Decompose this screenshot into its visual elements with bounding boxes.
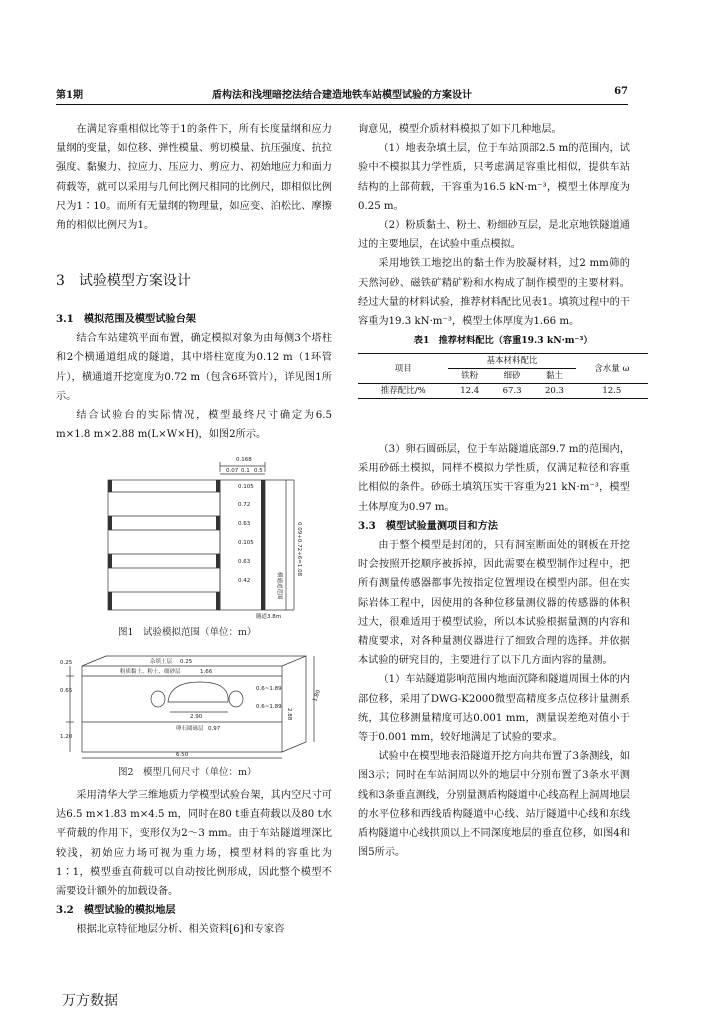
subsection-heading: 3.1 模拟范围及模型试验台架 <box>56 313 196 325</box>
paragraph: （1）地表杂填土层，位于车站顶部2.5 m的范围内，试验中不模拟其力学性质，只考虑满足容重比相似，提供车站结构的上部荷载，干容重为16.5 kN·m⁻³，模型土体厚度为0.25 m。 <box>358 143 630 212</box>
running-header <box>56 84 628 102</box>
dim-label: 横通道范围 <box>276 572 282 600</box>
dim-label: 0.5 <box>254 468 263 474</box>
dim-label: 0.09+0.72+6=1.08 <box>296 522 302 577</box>
layer-label: 卵石圆砾层 <box>176 726 204 732</box>
subsection-heading: 3.3 模型试验量测项目和方法 <box>358 519 498 532</box>
running-title: 盾构法和浅埋暗挖法结合建造地铁车站模型试验的方案设计 <box>212 90 472 101</box>
paragraph: 由于整个模型是封闭的，只有洞室断面处的钢板在开挖时会按照开挖顺序被拆掉，因此需要在模型制作过程中，把所有测量传感器都事先按指定位置埋设在模型内部。但在实际岩体工程中，因使用的各种位移量测仪器的传感器的体积过大，很难适用于模型试验，所以本试验根据量测的内容和精度要求，对各种量测仪器进行了细致合理的选择。并依据本试验的研究目的，主要进行了以下几方面内容的量测。 <box>358 540 630 667</box>
table-1 <box>358 353 648 399</box>
dim-label: 1.20 <box>60 734 73 740</box>
paragraph: 试验中在模型地表沿隧道开挖方向共布置了3条测线，如图3示；同时在车站洞周以外的地层中分别布置了3条水平测线和3条垂直测线，分别量测盾构隧道中心线高程上洞周地层的水平位移和西线盾构隧道中心线、站厅隧道中心线和东线盾构隧道中心线拱顶以上不同深度地层的垂直位移，如图4和图5所示。 <box>358 751 630 859</box>
table-cell: 20.3 <box>544 386 564 397</box>
dim-label: 0.25 <box>60 660 73 666</box>
right-column-top <box>358 120 630 401</box>
table-cell: 推荐配比/% <box>380 386 426 397</box>
table-header: 含水量 ω <box>594 363 630 374</box>
left-column-mid <box>56 310 332 444</box>
paragraph: 在满足容重相似比等于1的条件下，所有长度量纲和应力量纲的变量，如位移、弹性模量、剪切模量、抗压强度、抗拉强度、黏聚力、拉应力、压应力、剪应力、初始地应力和面力荷载等，就可以采用与几何比例尺相同的比例尺，即相似比例尺为1∶10。而所有无量纲的物理量，如应变、泊松比、摩擦角的相似比例尺为1。 <box>56 124 332 232</box>
right-column-bottom <box>358 440 630 862</box>
layer-label: 粉质黏土、粉土、细砂层 <box>120 669 181 675</box>
dim-label: 0.168 <box>236 457 252 463</box>
watermark-brand: 万方数据 <box>62 993 118 1009</box>
dim-label: 隧道3.8m <box>256 614 282 620</box>
dim-label: 0.07 <box>226 468 239 474</box>
figure-1-caption: 图1 试验模拟范围（单位：m） <box>118 627 257 638</box>
dim-label: 2.88 <box>286 708 292 721</box>
paragraph: （2）粉质黏土、粉土、粉细砂互层，是北京地铁隧道通过的主要地层，在试验中重点模拟。 <box>358 220 630 251</box>
table-1-title: 表1 推荐材料配比（容重19.3 kN·m⁻³） <box>413 335 593 347</box>
figure-2-model-geometry <box>60 652 330 762</box>
dim-label: 6.50 <box>176 752 189 758</box>
layer-label: 杂填土层 <box>150 659 173 665</box>
paragraph: 结合试验台的实际情况，模型最终尺寸确定为6.5 m×1.8 m×2.88 m(L×W×H)，如图2所示。 <box>56 410 332 441</box>
header-rule <box>56 104 628 105</box>
table-cell: 67.3 <box>502 386 522 397</box>
figure-1-simulation-range <box>96 452 326 622</box>
table-subheader: 细砂 <box>503 371 521 382</box>
dim-label: 0.97 <box>208 726 221 732</box>
issue-number: 第1期 <box>56 90 83 101</box>
dim-label: 0.65 <box>60 688 73 694</box>
left-column-top <box>56 120 332 235</box>
subsection-heading: 3.2 模型试验的模拟地层 <box>56 904 176 917</box>
paragraph: 采用清华大学三维地质力学模型试验台架，其内空尺寸可达6.5 m×1.83 m×4.5 m，同时在80 t垂直荷载以及80 t水平荷载的作用下，变形仅为2～3 mm。由于车站隧道埋深比较浅，初始应力场可视为重力场，模型材料的容重比为1∶1，模型垂直荷载可以自动按比例形成，因此整个模型不需要设计额外的加载设备。 <box>56 790 332 898</box>
paragraph: 根据北京特征地层分析、相关资料[6]和专家咨 <box>76 924 285 936</box>
dim-label: 0.105 <box>238 540 254 546</box>
dim-label: 1.80 <box>312 689 323 703</box>
dim-label: 0.63 <box>238 521 251 527</box>
section-heading: 3 试验模型方案设计 <box>56 273 191 289</box>
dim-label: 0.42 <box>238 578 251 584</box>
dim-label: 2.90 <box>190 714 203 720</box>
dim-label: 0.25 <box>180 659 193 665</box>
paragraph: （1）车站隧道影响范围内地面沉降和隧道周围土体的内部位移，采用了DWG-K2000微型高精度多点位移计量测系统，其位移测量精度可达0.001 mm，测量误差绝对值小于等于0.001 mm，较好地满足了试验的要求。 <box>358 674 630 744</box>
paragraph: 结合车站建筑平面布置，确定模拟对象为由每侧3个塔柱和2个横通道组成的隧道，其中塔柱宽度为0.12 m（1环管片），横通道开挖宽度为0.72 m（包含6环管片），详见图1所示。 <box>56 333 332 402</box>
dim-label: 0.72 <box>238 502 251 508</box>
paragraph: 询意见，模型介质材料模拟了如下几种地层。 <box>358 124 562 135</box>
dim-label: 0.6~1.89 <box>256 686 282 692</box>
left-column-bottom <box>56 786 332 940</box>
page-number: 67 <box>614 86 628 97</box>
table-cell: 12.4 <box>460 386 480 397</box>
table-header: 基本材料配比 <box>448 354 575 369</box>
table-subheader: 黏土 <box>545 371 563 382</box>
paragraph: 采用地铁工地挖出的黏土作为胶凝材料，过2 mm筛的天然河砂、磁铁矿精矿粉和水构成了制作模型的主要材料。经过大量的材料试验，推荐材料配比见表1。填筑过程中的干容重为19.3 kN·m⁻³，模型土体厚度为1.66 m。 <box>358 258 630 328</box>
figure-2-caption: 图2 模型几何尺寸（单位：m） <box>118 767 257 778</box>
table-subheader: 铁粉 <box>461 371 479 382</box>
dim-label: 1.66 <box>200 669 213 675</box>
table-header: 项目 <box>394 363 412 374</box>
dim-label: 0.1 <box>241 468 250 474</box>
table-cell: 12.5 <box>602 386 622 397</box>
dim-label: 0.63 <box>238 559 251 565</box>
paragraph: （3）卵石圆砾层，位于车站隧道底部9.7 m的范围内，采用砂砾土模拟，同样不模拟力学性质，仅满足粒径和容重比相似的条件。砂砾土填筑压实干容重为21 kN·m⁻³，模型土体厚度为0.97 m。 <box>358 444 630 513</box>
dim-label: 0.105 <box>238 484 254 490</box>
dim-label: 0.6~1.89 <box>256 704 282 710</box>
